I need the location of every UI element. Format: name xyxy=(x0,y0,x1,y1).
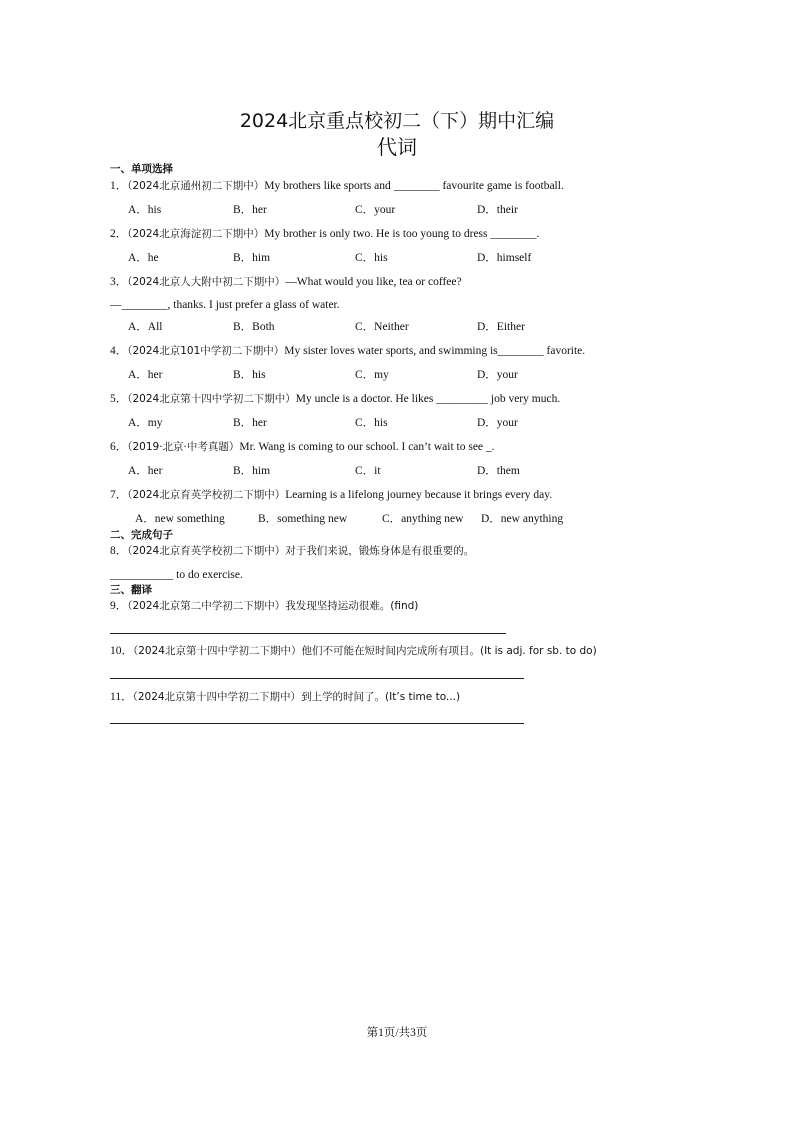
question-text: My brothers like sports and ________ favourite game is football. xyxy=(264,180,564,192)
option-c: C．my xyxy=(355,369,389,381)
question-source: （2019·北京·中考真题） xyxy=(127,441,240,453)
option-a: A．my xyxy=(128,417,163,429)
option-d: D．your xyxy=(477,369,518,381)
option-a: A．her xyxy=(128,465,163,477)
page-subtitle: 代词 xyxy=(377,135,417,159)
question-3 xyxy=(110,274,462,290)
question-number: 9． xyxy=(110,600,128,612)
option-d: D．himself xyxy=(477,252,532,264)
question-11 xyxy=(110,689,460,705)
question-text: Mr. Wang is coming to our school. I can’t wait to see _. xyxy=(239,441,495,453)
question-4 xyxy=(110,343,585,359)
option-b: B．his xyxy=(233,369,266,381)
question-text: 他们不可能在短时间内完成所有项目。(It is adj. for sb. to do) xyxy=(301,645,597,657)
section-heading-3: 三、翻译 xyxy=(110,584,152,596)
option-b: B．her xyxy=(233,417,267,429)
option-b: B．her xyxy=(233,204,267,216)
option-a: A．his xyxy=(128,204,162,216)
question-number: 7． xyxy=(110,489,128,501)
question-text: My uncle is a doctor. He likes _________ job very much. xyxy=(295,393,561,405)
question-10 xyxy=(110,643,597,659)
question-source: （2024北京101中学初二下期中） xyxy=(127,345,285,357)
question-text: My brother is only two. He is too young to dress ________. xyxy=(264,228,540,240)
option-b: B．him xyxy=(233,252,271,264)
option-c: C．his xyxy=(355,252,388,264)
section-heading-2: 二、完成句子 xyxy=(110,529,173,541)
answer-line xyxy=(110,633,506,634)
page-footer: 第1页/共3页 xyxy=(366,1027,428,1039)
question-text: My sister loves water sports, and swimming is________ favorite. xyxy=(284,345,586,357)
question-number: 11． xyxy=(110,691,133,703)
question-text: Learning is a lifelong journey because it brings every day. xyxy=(285,489,553,501)
question-1 xyxy=(110,178,564,194)
question-number: 1． xyxy=(110,180,128,192)
option-a: A．new something xyxy=(135,513,225,525)
question-source: （2024北京第十四中学初二下期中） xyxy=(132,691,302,703)
option-d: D．your xyxy=(477,417,518,429)
option-c: C．his xyxy=(355,417,388,429)
question-8-line-2: ___________ to do exercise. xyxy=(110,569,243,581)
question-7 xyxy=(110,487,552,503)
question-2 xyxy=(110,226,539,242)
question-number: 2． xyxy=(110,228,128,240)
question-text: 到上学的时间了。(It’s time to...) xyxy=(301,691,461,703)
option-d: D．them xyxy=(477,465,520,477)
question-6 xyxy=(110,439,495,455)
question-number: 5． xyxy=(110,393,128,405)
question-number: 10． xyxy=(110,645,133,657)
option-b: B．Both xyxy=(233,321,275,333)
option-d: D．their xyxy=(477,204,518,216)
option-c: C．Neither xyxy=(355,321,409,333)
question-text: 我发现坚持运动很难。(find) xyxy=(285,600,419,612)
option-d: D．Either xyxy=(477,321,525,333)
question-source: （2024北京育英学校初二下期中） xyxy=(127,489,286,501)
section-heading-1: 一、单项选择 xyxy=(110,163,173,175)
option-c: C．your xyxy=(355,204,396,216)
question-source: （2024北京育英学校初二下期中） xyxy=(127,545,286,557)
option-c: C．anything new xyxy=(382,513,464,525)
question-source: （2024北京第十四中学初二下期中） xyxy=(133,645,302,657)
question-number: 8． xyxy=(110,545,128,557)
question-source: （2024北京海淀初二下期中） xyxy=(127,228,265,240)
question-source: （2024北京人大附中初二下期中） xyxy=(127,276,286,288)
question-number: 3． xyxy=(110,276,128,288)
question-9 xyxy=(110,598,418,614)
question-3-line-2: —________, thanks. I just prefer a glass of water. xyxy=(110,299,340,311)
question-text: 对于我们来说，锻炼身体是有很重要的。 xyxy=(285,545,475,557)
option-b: B．him xyxy=(233,465,271,477)
question-text: —What would you like, tea or coffee? xyxy=(285,276,462,288)
question-5 xyxy=(110,391,560,407)
question-source: （2024北京第二中学初二下期中） xyxy=(127,600,286,612)
question-source: （2024北京通州初二下期中） xyxy=(127,180,265,192)
option-a: A．All xyxy=(128,321,163,333)
option-a: A．her xyxy=(128,369,163,381)
answer-line xyxy=(110,723,524,724)
option-c: C．it xyxy=(355,465,381,477)
question-source: （2024北京第十四中学初二下期中） xyxy=(127,393,296,405)
option-d: D．new anything xyxy=(481,513,564,525)
question-number: 6． xyxy=(110,441,128,453)
option-a: A．he xyxy=(128,252,159,264)
question-number: 4． xyxy=(110,345,128,357)
option-b: B．something new xyxy=(258,513,348,525)
page-title: 2024北京重点校初二（下）期中汇编 xyxy=(239,110,555,132)
question-8 xyxy=(110,543,474,559)
answer-line xyxy=(110,678,524,679)
